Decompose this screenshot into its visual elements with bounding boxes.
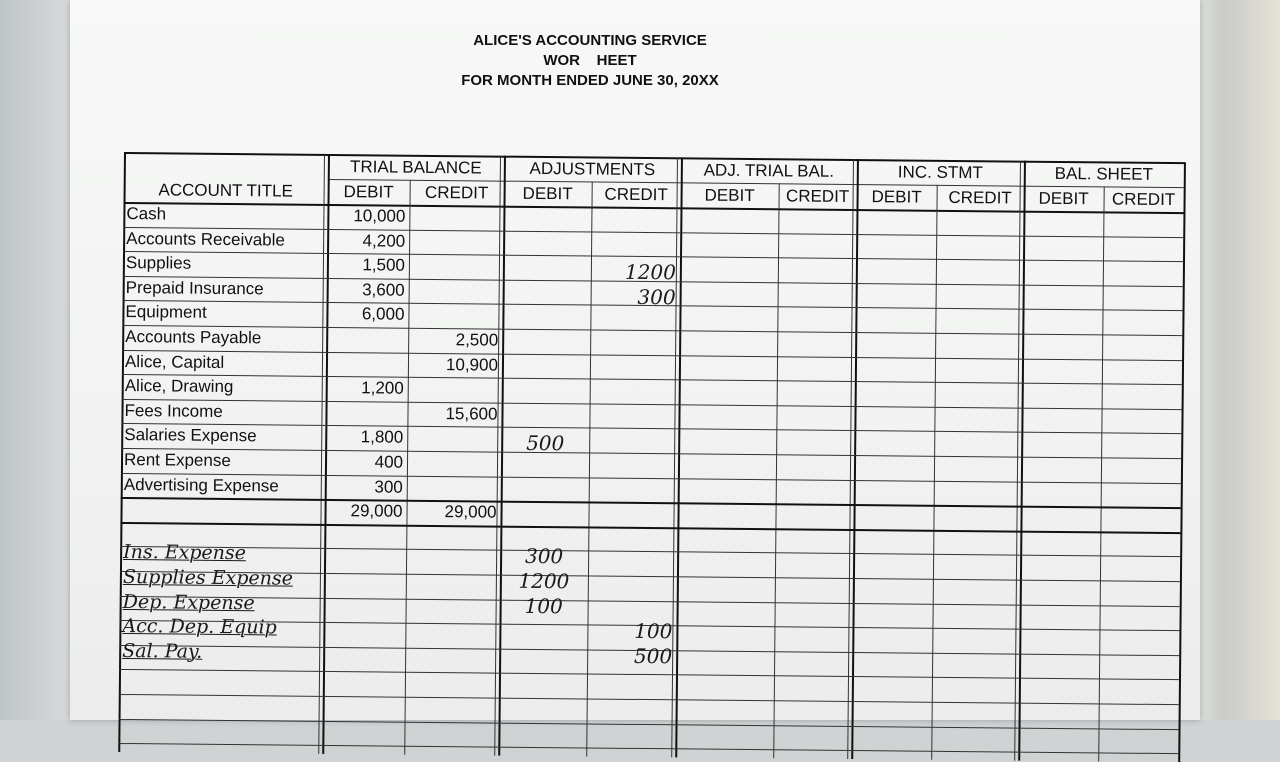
credit-header-2: CREDIT: [424, 182, 489, 203]
tb-credit-value: [409, 279, 503, 304]
adj-debit-value: [503, 259, 591, 284]
account-title: Rent Expense: [123, 450, 231, 471]
handwritten-account-title: Dep. Expense: [122, 590, 255, 614]
account-title: Accounts Payable: [125, 327, 262, 348]
tb-credit-value: [407, 426, 501, 451]
handwritten-account-title: Sal. Pay.: [122, 639, 203, 663]
adj-debit-value: [502, 382, 590, 407]
tb-debit-value: 1,500: [362, 255, 406, 275]
adj-credit-value: [591, 210, 680, 235]
handwritten-adj-debit: 1200: [518, 568, 570, 594]
group-header-4: BAL. SHEET: [1054, 163, 1154, 184]
adj-debit-value: 500: [526, 431, 565, 456]
tb-debit-value: [326, 352, 408, 377]
background-left: [0, 0, 70, 720]
adj-debit-value: [502, 308, 590, 333]
adj-debit-value: [502, 333, 590, 358]
handwritten-account-title: Ins. Expense: [123, 541, 247, 565]
adj-credit-value: [590, 333, 679, 358]
tb-credit-total: 29,000: [444, 502, 497, 522]
group-header-3: INC. STMT: [897, 162, 983, 183]
debit-header-5: DEBIT: [704, 185, 755, 206]
account-title: Fees Income: [124, 400, 223, 421]
adj-credit-value: [589, 456, 678, 481]
adj-debit-value: [503, 210, 591, 235]
tb-debit-value: [326, 327, 408, 352]
column-divider-6: [773, 183, 780, 758]
adj-credit-value: [589, 407, 678, 432]
account-title: Alice, Drawing: [124, 376, 234, 397]
account-title: Alice, Capital: [124, 351, 225, 372]
adj-credit-value: [590, 309, 679, 334]
adj-debit-value: [501, 406, 589, 431]
tb-debit-value: 1,800: [360, 427, 404, 448]
adj-debit-value: [503, 283, 591, 308]
account-title: Salaries Expense: [124, 425, 257, 446]
account-title: Cash: [126, 204, 167, 224]
debit-header-9: DEBIT: [1038, 188, 1089, 209]
account-title-header: ACCOUNT TITLE: [158, 180, 293, 201]
adj-debit-value: [501, 456, 589, 481]
handwritten-account-title: Supplies Expense: [122, 566, 294, 590]
column-divider-10: [1098, 186, 1105, 761]
tb-debit-value: 1,200: [361, 378, 404, 398]
tb-debit-value: 400: [374, 452, 404, 472]
adj-credit-value: [591, 235, 680, 260]
handwritten-adj-credit: 500: [633, 643, 673, 669]
group-header-0: TRIAL BALANCE: [349, 157, 482, 178]
tb-debit-value: 4,200: [362, 230, 406, 251]
tb-debit-value: 3,600: [362, 280, 405, 300]
adj-debit-value: [503, 234, 591, 259]
tb-credit-value: [408, 303, 502, 328]
credit-header-10: CREDIT: [1111, 189, 1176, 210]
tb-credit-value: [409, 229, 503, 254]
tb-credit-value: [408, 377, 502, 402]
tb-debit-value: [325, 401, 407, 426]
worksheet-header: [0, 31, 1180, 91]
handwritten-adj-debit: [499, 642, 587, 667]
tb-debit-value: 10,000: [353, 206, 406, 226]
account-title: Supplies: [125, 253, 192, 273]
account-title: Advertising Expense: [123, 474, 279, 496]
worksheet-title: WOR HEET: [543, 52, 637, 69]
handwritten-adj-credit: [588, 569, 677, 594]
tb-credit-value: 15,600: [445, 403, 498, 424]
adj-credit-value: [590, 358, 679, 383]
account-title: Prepaid Insurance: [125, 277, 264, 299]
account-title: Accounts Receivable: [126, 228, 286, 250]
adj-credit-value: [589, 481, 678, 506]
debit-header-1: DEBIT: [343, 182, 394, 202]
tb-debit-value: 300: [374, 477, 403, 497]
adj-credit-value: [589, 432, 678, 457]
group-header-2: ADJ. TRIAL BAL.: [703, 160, 835, 181]
handwritten-adj-credit: [588, 545, 677, 570]
tb-credit-value: 2,500: [455, 330, 499, 350]
handwritten-adj-debit: 100: [524, 593, 563, 618]
adj-credit-value: 300: [637, 284, 676, 310]
adj-debit-value: [502, 357, 590, 382]
credit-header-8: CREDIT: [948, 187, 1012, 208]
tb-credit-value: [409, 205, 503, 230]
account-title: Equipment: [125, 302, 207, 323]
adj-credit-value: 1200: [624, 260, 676, 285]
adj-debit-value: [501, 480, 589, 505]
tb-credit-value: [407, 451, 501, 476]
handwritten-adj-debit: [499, 618, 587, 643]
debit-header-3: DEBIT: [522, 183, 573, 204]
handwritten-adj-debit: 300: [524, 544, 564, 569]
tb-debit-total: 29,000: [350, 501, 403, 521]
group-header-1: ADJUSTMENTS: [529, 158, 656, 180]
tb-credit-value: 10,900: [445, 354, 499, 375]
tb-credit-value: [409, 254, 503, 279]
period-line: FOR MONTH ENDED JUNE 30, 20XX: [461, 72, 719, 89]
tb-debit-value: 6,000: [361, 304, 405, 325]
company-name: ALICE'S ACCOUNTING SERVICE: [473, 32, 707, 49]
handwritten-adj-credit: [588, 594, 677, 619]
worksheet-table: [118, 152, 1184, 742]
tb-credit-value: [407, 475, 501, 500]
credit-header-6: CREDIT: [785, 186, 850, 206]
handwritten-adj-credit: 100: [634, 619, 673, 644]
handwritten-account-title: Acc. Dep. Equip: [122, 615, 277, 639]
credit-header-4: CREDIT: [604, 184, 668, 205]
adj-credit-value: [590, 383, 679, 408]
column-divider-8: [931, 185, 938, 760]
debit-header-7: DEBIT: [871, 187, 922, 207]
